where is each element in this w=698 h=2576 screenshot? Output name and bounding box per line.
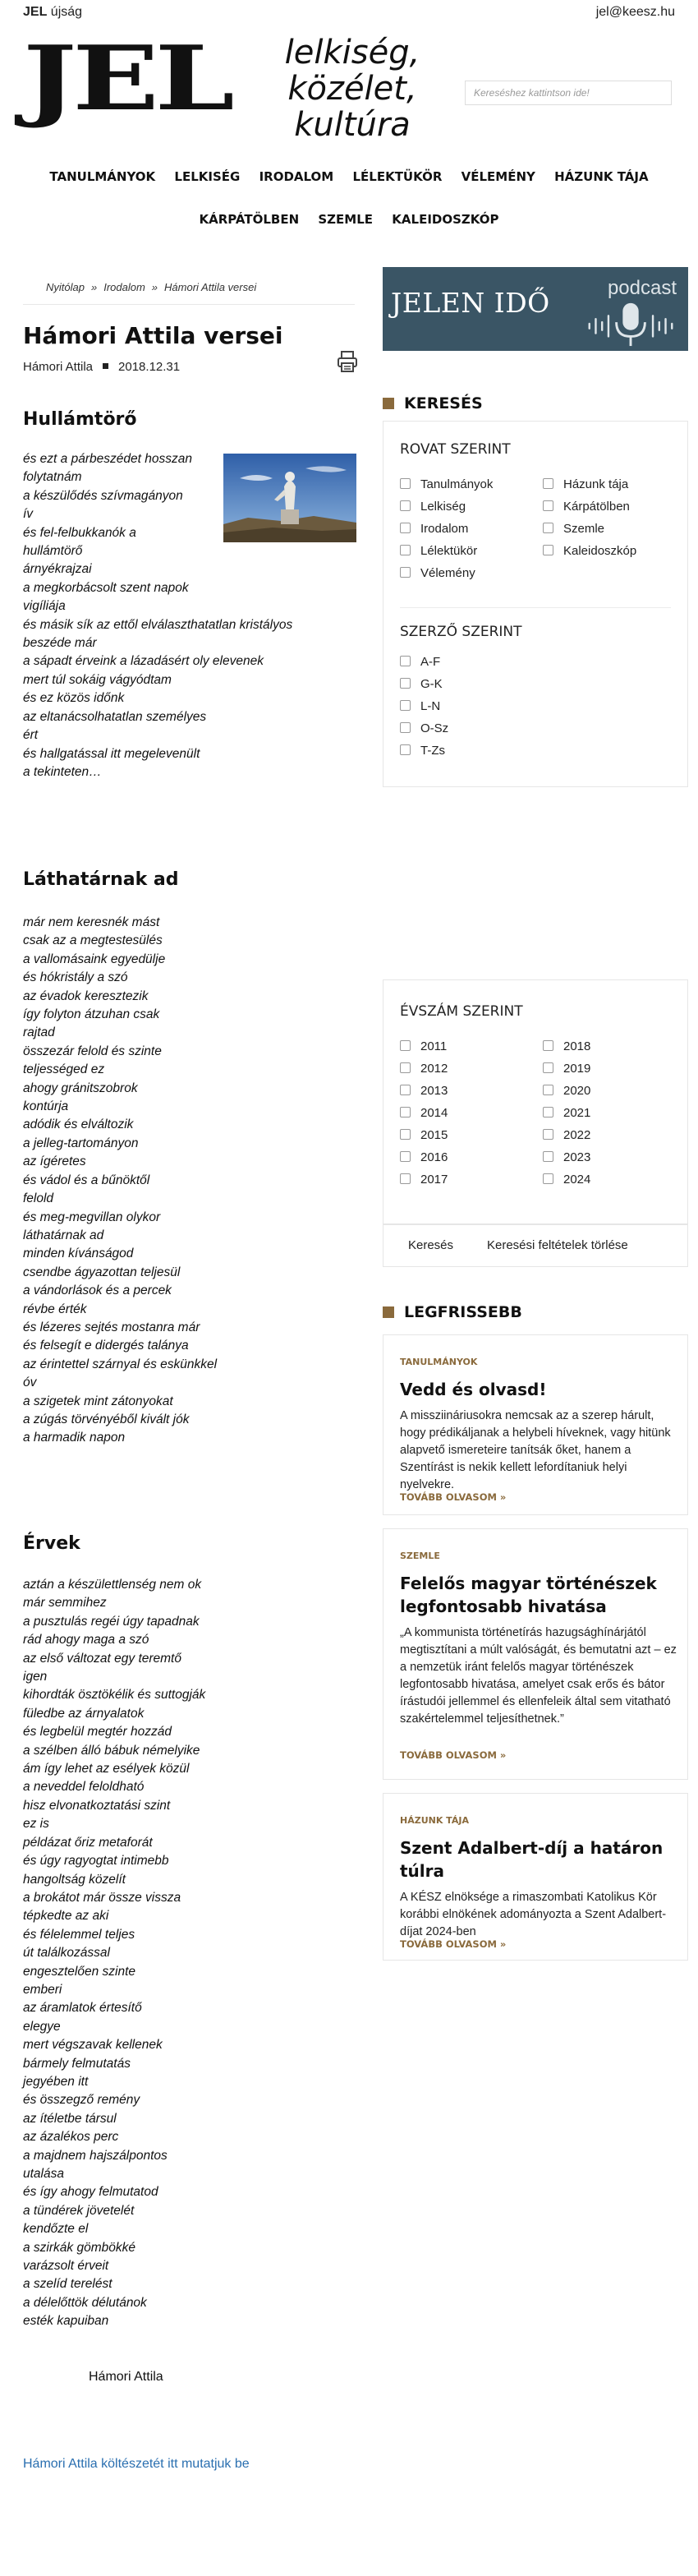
search-input[interactable]: Kereséshez kattintson ide! <box>465 81 672 105</box>
poem-line: a jelleg-tartományon <box>23 1136 139 1150</box>
poem-line: a készülődés szívmagányon <box>23 488 183 503</box>
checkbox-label: 2018 <box>563 1039 591 1053</box>
year-checkbox[interactable] <box>400 1084 448 1098</box>
poem-line: a vándorlások és a percek <box>23 1283 172 1298</box>
tagline-line: kultúra <box>294 106 411 144</box>
banner-podcast-label: podcast <box>607 277 677 299</box>
poem-line: adódik és elváltozik <box>23 1117 134 1132</box>
checkbox-icon[interactable] <box>400 744 411 755</box>
brand-rest: újság <box>47 5 83 19</box>
latest-item-category[interactable]: SZEMLE <box>400 1551 440 1561</box>
checkbox-label: 2015 <box>420 1128 448 1142</box>
nav-item-karpatolben[interactable]: KÁRPÁTÖLBEN <box>199 212 300 227</box>
nav-item-hazunk-taja[interactable]: HÁZUNK TÁJA <box>554 169 649 184</box>
poem-line: az évadok keresztezik <box>23 988 149 1003</box>
poem-line: csendbe ágyazottan teljesül <box>23 1265 181 1279</box>
year-checkbox[interactable] <box>543 1150 590 1164</box>
year-filter-panel <box>383 979 688 1224</box>
checkbox-icon[interactable] <box>543 478 553 489</box>
clear-filters-button[interactable]: Keresési feltételek törlése <box>487 1238 628 1252</box>
year-checkbox[interactable] <box>543 1039 590 1053</box>
poem-line: és másik sík az ettől elválaszthatatlan kristályos <box>23 617 293 632</box>
main-nav-row-2 <box>0 212 698 227</box>
nav-item-tanulmanyok[interactable]: TANULMÁNYOK <box>49 169 156 184</box>
checkbox-label: Szemle <box>563 522 605 536</box>
rovat-checkbox[interactable] <box>400 500 466 514</box>
poem-line: a sápadt érveink a lázadásért oly elevenek <box>23 654 264 669</box>
latest-item-excerpt: A KÉSZ elnöksége a rimaszombati Katolikus Kör korábbi elnökének adományozta a Szent Adalbert-díjat 2024-ben <box>400 1891 667 1938</box>
checkbox-icon[interactable] <box>543 1151 553 1162</box>
year-checkbox[interactable] <box>400 1128 448 1142</box>
poem-line: tépkedte az aki <box>23 1909 109 1924</box>
rovat-checkbox[interactable] <box>400 477 493 491</box>
poem-line: utalása <box>23 2167 64 2181</box>
checkbox-label: Kárpátölben <box>563 500 630 514</box>
poem-line: teljességed ez <box>23 1062 105 1077</box>
poem-line: a szelíd terelést <box>23 2277 113 2292</box>
poem-body <box>23 1576 355 2331</box>
checkbox-icon[interactable] <box>543 1129 553 1140</box>
poem-line: varázsolt érveit <box>23 2259 109 2274</box>
poem-title: Hullámtörő <box>23 409 137 430</box>
checkbox-label: 2014 <box>420 1106 448 1120</box>
poem-line: a vallomásaink egyedülje <box>23 952 166 966</box>
site-brand[interactable] <box>23 5 82 20</box>
latest-item-read-more[interactable]: TOVÁBB OLVASOM » <box>400 1749 507 1761</box>
breadcrumb-separator: » <box>90 281 98 293</box>
divider <box>23 304 355 305</box>
checkbox-icon[interactable] <box>400 722 411 733</box>
heading-label: KERESÉS <box>404 394 483 412</box>
poem-line: az ázalékos perc <box>23 2130 119 2145</box>
checkbox-label: Lelkiség <box>420 500 466 514</box>
poem-line: és ezt a párbeszédet hosszan <box>23 452 192 466</box>
poem-line: engesztelően szinte <box>23 1964 136 1979</box>
year-checkbox[interactable] <box>400 1062 448 1076</box>
checkbox-icon[interactable] <box>543 545 553 555</box>
latest-item-category[interactable]: HÁZUNK TÁJA <box>400 1815 469 1826</box>
poem-line: a délelőttök délutánok <box>23 2295 147 2310</box>
contact-email-link[interactable]: jel@keesz.hu <box>595 5 675 19</box>
meta-separator <box>103 363 108 369</box>
checkbox-icon[interactable] <box>400 500 411 511</box>
checkbox-label: 2019 <box>563 1062 591 1076</box>
poem-line: a szigetek mint zátonyokat <box>23 1394 173 1408</box>
poem-line: a brokátot már össze vissza <box>23 1890 181 1905</box>
checkbox-label: L-N <box>420 699 441 713</box>
year-checkbox[interactable] <box>543 1084 590 1098</box>
szerzo-checkbox[interactable] <box>400 744 445 758</box>
poem-line: hangoltság közelít <box>23 1872 126 1887</box>
brand-bold: JEL <box>23 5 48 19</box>
poem-title: Láthatárnak ad <box>23 869 179 890</box>
checkbox-label: 2020 <box>563 1084 591 1098</box>
checkbox-label: 2021 <box>563 1106 591 1120</box>
poem-line: jegyében itt <box>23 2074 89 2089</box>
search-actions <box>383 1224 688 1267</box>
microphone-icon <box>581 300 680 348</box>
rovat-checkbox[interactable] <box>543 544 636 558</box>
breadcrumb-separator: » <box>151 281 158 293</box>
breadcrumb-home[interactable]: Nyitólap <box>46 281 85 293</box>
poem-line: a pusztulás regéi úgy tapadnak <box>23 1614 200 1629</box>
checkbox-icon[interactable] <box>400 523 411 533</box>
checkbox-label: Lélektükör <box>420 544 478 558</box>
checkbox-icon[interactable] <box>400 1151 411 1162</box>
rovat-checkbox[interactable] <box>400 522 468 536</box>
heading-label: LEGFRISSEBB <box>404 1303 522 1321</box>
checkbox-label: 2011 <box>420 1039 448 1053</box>
poem-line: ez is <box>23 1817 49 1832</box>
poem-title: Érvek <box>23 1533 80 1554</box>
top-bar <box>23 5 675 21</box>
poem-line: a harmadik napon <box>23 1431 126 1445</box>
poem-line: emberi <box>23 1982 62 1997</box>
poem-photo-statue <box>223 454 356 542</box>
poem-line: bármely felmutatás <box>23 2056 131 2071</box>
poem-line: kendőzte el <box>23 2222 89 2237</box>
poem-line: az ítéletbe társul <box>23 2111 117 2126</box>
poem-line: óv <box>23 1376 37 1390</box>
poem-line: és hókristály a szó <box>23 970 128 985</box>
poem-line: a szirkák gömbökké <box>23 2240 135 2255</box>
checkbox-icon[interactable] <box>400 1040 411 1051</box>
latest-item <box>383 1793 688 1961</box>
latest-section-heading <box>383 1303 522 1321</box>
poem-line: az áramlatok értesítő <box>23 2001 142 2016</box>
poem-line: aztán a készülettlenség nem ok <box>23 1578 202 1592</box>
main-nav-row-1 <box>0 169 698 184</box>
szerzo-checkbox[interactable] <box>400 655 440 669</box>
checkbox-icon[interactable] <box>400 567 411 578</box>
poem-line: elegye <box>23 2019 61 2034</box>
checkbox-label: Vélemény <box>420 566 475 580</box>
checkbox-icon[interactable] <box>543 1173 553 1184</box>
article-author[interactable]: Hámori Attila <box>23 360 94 374</box>
latest-item <box>383 1528 688 1780</box>
search-section-heading <box>383 394 483 412</box>
checkbox-label: Irodalom <box>420 522 469 536</box>
checkbox-label: 2013 <box>420 1084 448 1098</box>
checkbox-icon[interactable] <box>400 700 411 711</box>
heading-marker <box>383 1306 394 1318</box>
poem-line: és összegző remény <box>23 2093 140 2108</box>
tagline-line: lelkiség, <box>284 34 420 71</box>
heading-marker <box>383 398 394 409</box>
szerzo-checkbox[interactable] <box>400 699 440 713</box>
poem-line: hullámtörő <box>23 544 83 559</box>
checkbox-icon[interactable] <box>400 1129 411 1140</box>
poem-line: esték kapuiban <box>23 2314 109 2329</box>
checkbox-label: Tanulmányok <box>420 477 494 491</box>
szerzo-checkbox[interactable] <box>400 721 448 735</box>
print-icon[interactable] <box>337 350 358 373</box>
checkbox-label: Kaleidoszkóp <box>563 544 637 558</box>
poem-line: csak az a megtestesülés <box>23 933 163 948</box>
search-button[interactable]: Keresés <box>408 1238 454 1252</box>
poem-line: út találkozással <box>23 1946 110 1961</box>
latest-item-excerpt: A missziináriusokra nemcsak az a szerep hárult, hogy prédikáljanak a helybeli híveknek, vagy hitünk alapvető ismereteire tanítsák őket, hanem a Szentírást is nekik kellett lefordítaniuk helyi nyelvekre. <box>400 1409 671 1491</box>
year-checkbox[interactable] <box>400 1106 448 1120</box>
checkbox-icon[interactable] <box>543 1085 553 1095</box>
poem-line: felold <box>23 1191 54 1206</box>
poem-line: az első változat egy teremtő <box>23 1651 181 1666</box>
poem-line: az ígéretes <box>23 1154 86 1169</box>
rovat-checkbox[interactable] <box>543 522 604 536</box>
site-tagline <box>274 35 430 143</box>
year-checkbox[interactable] <box>543 1128 590 1142</box>
latest-item-title[interactable]: Felelős magyar történészek legfontosabb hivatása <box>400 1574 657 1616</box>
poem-line: mert végszavak kellenek <box>23 2038 163 2053</box>
poem-line: ám így lehet az esélyek közül <box>23 1762 190 1776</box>
search-filter-panel <box>383 421 688 787</box>
jelen-ido-podcast-banner[interactable] <box>383 267 688 351</box>
poem-line: és ez közös időnk <box>23 691 125 706</box>
poem-line: igen <box>23 1670 48 1684</box>
checkbox-icon[interactable] <box>543 1062 553 1073</box>
latest-item-title[interactable]: Szent Adalbert-díj a határon túlra <box>400 1838 664 1881</box>
year-checkbox[interactable] <box>543 1106 590 1120</box>
poem-line: a szélben álló bábuk némelyike <box>23 1743 200 1758</box>
poem-line: és fel-felbukkanók a <box>23 525 136 540</box>
checkbox-icon[interactable] <box>543 1107 553 1117</box>
poem-line: révbe érték <box>23 1302 87 1316</box>
poem-line: láthatárnak ad <box>23 1228 104 1242</box>
poem-line: a megkorbácsolt szent napok <box>23 580 189 595</box>
poem-line: az eltanácsolhatatlan személyes <box>23 709 207 724</box>
checkbox-label: Házunk tája <box>563 477 629 491</box>
szerzo-checkbox[interactable] <box>400 677 443 691</box>
latest-item-read-more[interactable]: TOVÁBB OLVASOM » <box>400 1491 507 1503</box>
poem-line: füledbe az árnyalatok <box>23 1706 145 1721</box>
poem-line: ért <box>23 728 39 743</box>
author-more-link[interactable]: Hámori Attila költészetét itt mutatjuk be <box>23 2457 250 2471</box>
poem-line: és hallgatással itt megelevenült <box>23 746 200 761</box>
article-title: Hámori Attila versei <box>23 322 283 349</box>
checkbox-label: T-Zs <box>420 744 445 758</box>
poem-line: beszéde már <box>23 636 97 651</box>
poem-line: és vádol és a bűnöktől <box>23 1173 150 1187</box>
poem-line: már semmihez <box>23 1596 107 1611</box>
site-logo[interactable]: JEL <box>23 27 231 131</box>
poem-line: a majdnem hajszálpontos <box>23 2148 168 2163</box>
year-checkbox[interactable] <box>543 1173 590 1187</box>
poem-line: rád ahogy maga a szó <box>23 1633 149 1647</box>
checkbox-icon[interactable] <box>543 500 553 511</box>
checkbox-icon[interactable] <box>543 1040 553 1051</box>
latest-item-excerpt: „A kommunista történetírás hazugsághínárjától megtisztítani a múlt valóságát, és bemutatni azt – ez a nemzetük iránt felelős magyar történészek legfontosabb hivatása, amelyet csak erős és bátor írástudói jellemmel és ellenfeleik által sem vitatható szakértelemmel teljesíthetnek.” <box>400 1626 677 1726</box>
rovat-checkbox[interactable] <box>543 477 628 491</box>
poem-line: a tekinteten… <box>23 764 102 779</box>
poem-line: hisz elvonatkoztatási szint <box>23 1798 171 1813</box>
szerzo-filter-title: SZERZŐ SZERINT <box>400 624 522 640</box>
poem-line: ív <box>23 507 34 522</box>
divider <box>400 607 671 608</box>
poem-line: és így ahogy felmutatod <box>23 2185 158 2200</box>
nav-item-kaleidoszkop[interactable]: KALEIDOSZKÓP <box>392 212 499 227</box>
latest-item-title[interactable]: Vedd és olvasd! <box>400 1380 547 1399</box>
checkbox-icon[interactable] <box>400 1107 411 1117</box>
nav-item-lelkiseg[interactable]: LELKISÉG <box>174 169 241 184</box>
poem-line: kihordták ösztökélik és suttogják <box>23 1688 206 1703</box>
latest-item-category[interactable]: TANULMÁNYOK <box>400 1357 478 1367</box>
poem-line: és úgy ragyogtat intimebb <box>23 1854 169 1869</box>
rovat-checkbox[interactable] <box>543 500 630 514</box>
checkbox-label: 2016 <box>420 1150 448 1164</box>
latest-item-read-more[interactable]: TOVÁBB OLVASOM » <box>400 1938 507 1950</box>
checkbox-label: G-K <box>420 677 443 691</box>
breadcrumb <box>46 281 256 293</box>
checkbox-icon[interactable] <box>400 545 411 555</box>
latest-item <box>383 1334 688 1515</box>
poem-line: mert túl sokáig vágyódtam <box>23 672 172 687</box>
poem-line: árnyékrajzai <box>23 562 92 577</box>
poem-line: és felsegít e didergés talánya <box>23 1339 189 1353</box>
poem-line: így folyton átzuhan csak <box>23 1007 160 1022</box>
evszam-filter-title: ÉVSZÁM SZERINT <box>400 1003 523 1020</box>
year-checkbox[interactable] <box>543 1062 590 1076</box>
checkbox-icon[interactable] <box>400 1062 411 1073</box>
checkbox-label: A-F <box>420 655 441 669</box>
poem-line: és meg-megvillan olykor <box>23 1210 161 1224</box>
article-date: 2018.12.31 <box>118 360 181 374</box>
poem-line: ahogy gránitszobrok <box>23 1081 138 1095</box>
checkbox-icon[interactable] <box>543 523 553 533</box>
poem-line: és félelemmel teljes <box>23 1927 135 1942</box>
poem-line: a tündérek jövetelét <box>23 2203 135 2218</box>
poem-signature: Hámori Attila <box>89 2370 163 2384</box>
rovat-checkbox[interactable] <box>400 566 475 580</box>
checkbox-label: 2012 <box>420 1062 448 1076</box>
checkbox-label: 2024 <box>563 1173 591 1187</box>
breadcrumb-current: Hámori Attila versei <box>164 281 257 293</box>
poem-line: az érintettel szárnyal és eskünkkel <box>23 1357 218 1371</box>
poem-line: vigíliája <box>23 599 66 614</box>
poem-line: folytatnám <box>23 470 82 485</box>
poem-line: minden kívánságod <box>23 1247 134 1261</box>
checkbox-label: O-Sz <box>420 721 449 735</box>
year-checkbox[interactable] <box>400 1150 448 1164</box>
nav-item-velemeny[interactable]: VÉLEMÉNY <box>461 169 535 184</box>
poem-line: kontúrja <box>23 1099 69 1114</box>
poem-line: és legbelül megtér hozzád <box>23 1725 172 1740</box>
poem-line: a neveddel feloldható <box>23 1780 145 1795</box>
poem-line: összezár felold és szinte <box>23 1044 162 1058</box>
checkbox-icon[interactable] <box>400 478 411 489</box>
poem-line: és lézeres sejtés mostanra már <box>23 1320 200 1334</box>
nav-item-lelektukor[interactable]: LÉLEKTÜKÖR <box>352 169 443 184</box>
checkbox-icon[interactable] <box>400 678 411 689</box>
rovat-filter-title: ROVAT SZERINT <box>400 441 511 458</box>
checkbox-label: 2017 <box>420 1173 448 1187</box>
tagline-line: közélet, <box>287 70 417 108</box>
checkbox-label: 2023 <box>563 1150 591 1164</box>
year-checkbox[interactable] <box>400 1173 448 1187</box>
checkbox-icon[interactable] <box>400 656 411 666</box>
nav-item-irodalom[interactable]: IRODALOM <box>259 169 334 184</box>
poem-line: a zúgás törvényéből kivált jók <box>23 1412 190 1426</box>
nav-item-szemle[interactable]: SZEMLE <box>318 212 374 227</box>
breadcrumb-section[interactable]: Irodalom <box>103 281 145 293</box>
poem-line: példázat őriz metaforát <box>23 1835 153 1850</box>
banner-title: JELEN IDŐ <box>391 287 550 319</box>
rovat-checkbox[interactable] <box>400 544 477 558</box>
checkbox-label: 2022 <box>563 1128 591 1142</box>
poem-line: rajtad <box>23 1025 55 1040</box>
checkbox-icon[interactable] <box>400 1173 411 1184</box>
poem-line: már nem keresnék mást <box>23 915 160 929</box>
article-meta <box>23 360 180 374</box>
poem-body <box>23 914 355 1448</box>
checkbox-icon[interactable] <box>400 1085 411 1095</box>
year-checkbox[interactable] <box>400 1039 447 1053</box>
